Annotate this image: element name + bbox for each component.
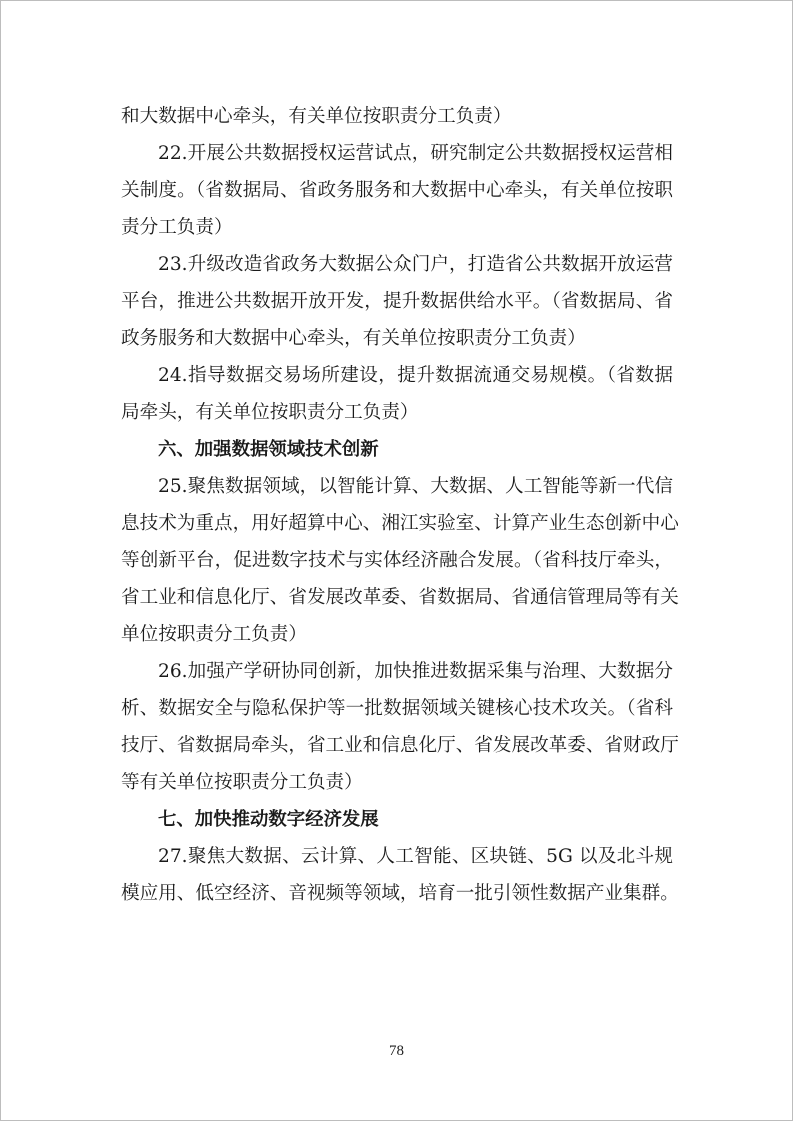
paragraph-continuation — [121, 98, 673, 135]
text-line: 省工业和信息化厅、省发展改革委、省数据局、省通信管理局等有关 — [121, 587, 679, 608]
text-line: 等创新平台，促进数字技术与实体经济融合发展。（省科技厅牵头， — [121, 550, 673, 571]
document-body — [121, 98, 679, 912]
paragraph-item-27 — [121, 838, 679, 912]
text-line: 22.开展公共数据授权运营试点，研究制定公共数据授权运营相 — [158, 143, 673, 164]
text-line: 25.聚焦数据领域，以智能计算、大数据、人工智能等新一代信 — [158, 476, 673, 497]
section-heading-six: 六、加强数据领域技术创新 — [158, 439, 379, 460]
paragraph-item-23 — [121, 246, 673, 357]
text-line: 技厅、省数据局牵头，省工业和信息化厅、省发展改革委、省财政厅 — [121, 735, 679, 756]
text-line: 23.升级改造省政务大数据公众门户，打造省公共数据开放运营 — [158, 254, 673, 275]
text-line: 平台，推进公共数据开放开发，提升数据供给水平。（省数据局、省 — [121, 291, 673, 312]
text-line: 关制度。（省数据局、省政务服务和大数据中心牵头，有关单位按职 — [121, 180, 673, 201]
paragraph-item-26 — [121, 653, 679, 801]
paragraph-item-22 — [121, 135, 673, 246]
text-line: 24.指导数据交易场所建设，提升数据流通交易规模。（省数据 — [158, 365, 673, 386]
section-heading-seven: 七、加快推动数字经济发展 — [158, 809, 379, 830]
text-line: 单位按职责分工负责） — [121, 624, 307, 645]
text-line: 和大数据中心牵头，有关单位按职责分工负责） — [121, 106, 512, 127]
page-number: 78 — [389, 1043, 404, 1059]
text-line: 局牵头，有关单位按职责分工负责） — [121, 402, 419, 423]
text-line: 政务服务和大数据中心牵头，有关单位按职责分工负责） — [121, 328, 586, 349]
text-line: 责分工负责） — [121, 217, 233, 238]
text-line: 息技术为重点，用好超算中心、湘江实验室、计算产业生态创新中心 — [121, 513, 679, 534]
text-line: 26.加强产学研协同创新，加快推进数据采集与治理、大数据分 — [158, 661, 673, 682]
text-line: 等有关单位按职责分工负责） — [121, 772, 363, 793]
paragraph-item-24 — [121, 357, 673, 431]
paragraph-item-25 — [121, 468, 679, 653]
text-line: 27.聚焦大数据、云计算、人工智能、区块链、5G 以及北斗规 — [158, 846, 673, 867]
text-line: 模应用、低空经济、音视频等领域，培育一批引领性数据产业集群。 — [121, 883, 679, 904]
text-line: 析、数据安全与隐私保护等一批数据领域关键核心技术攻关。（省科 — [121, 698, 673, 719]
